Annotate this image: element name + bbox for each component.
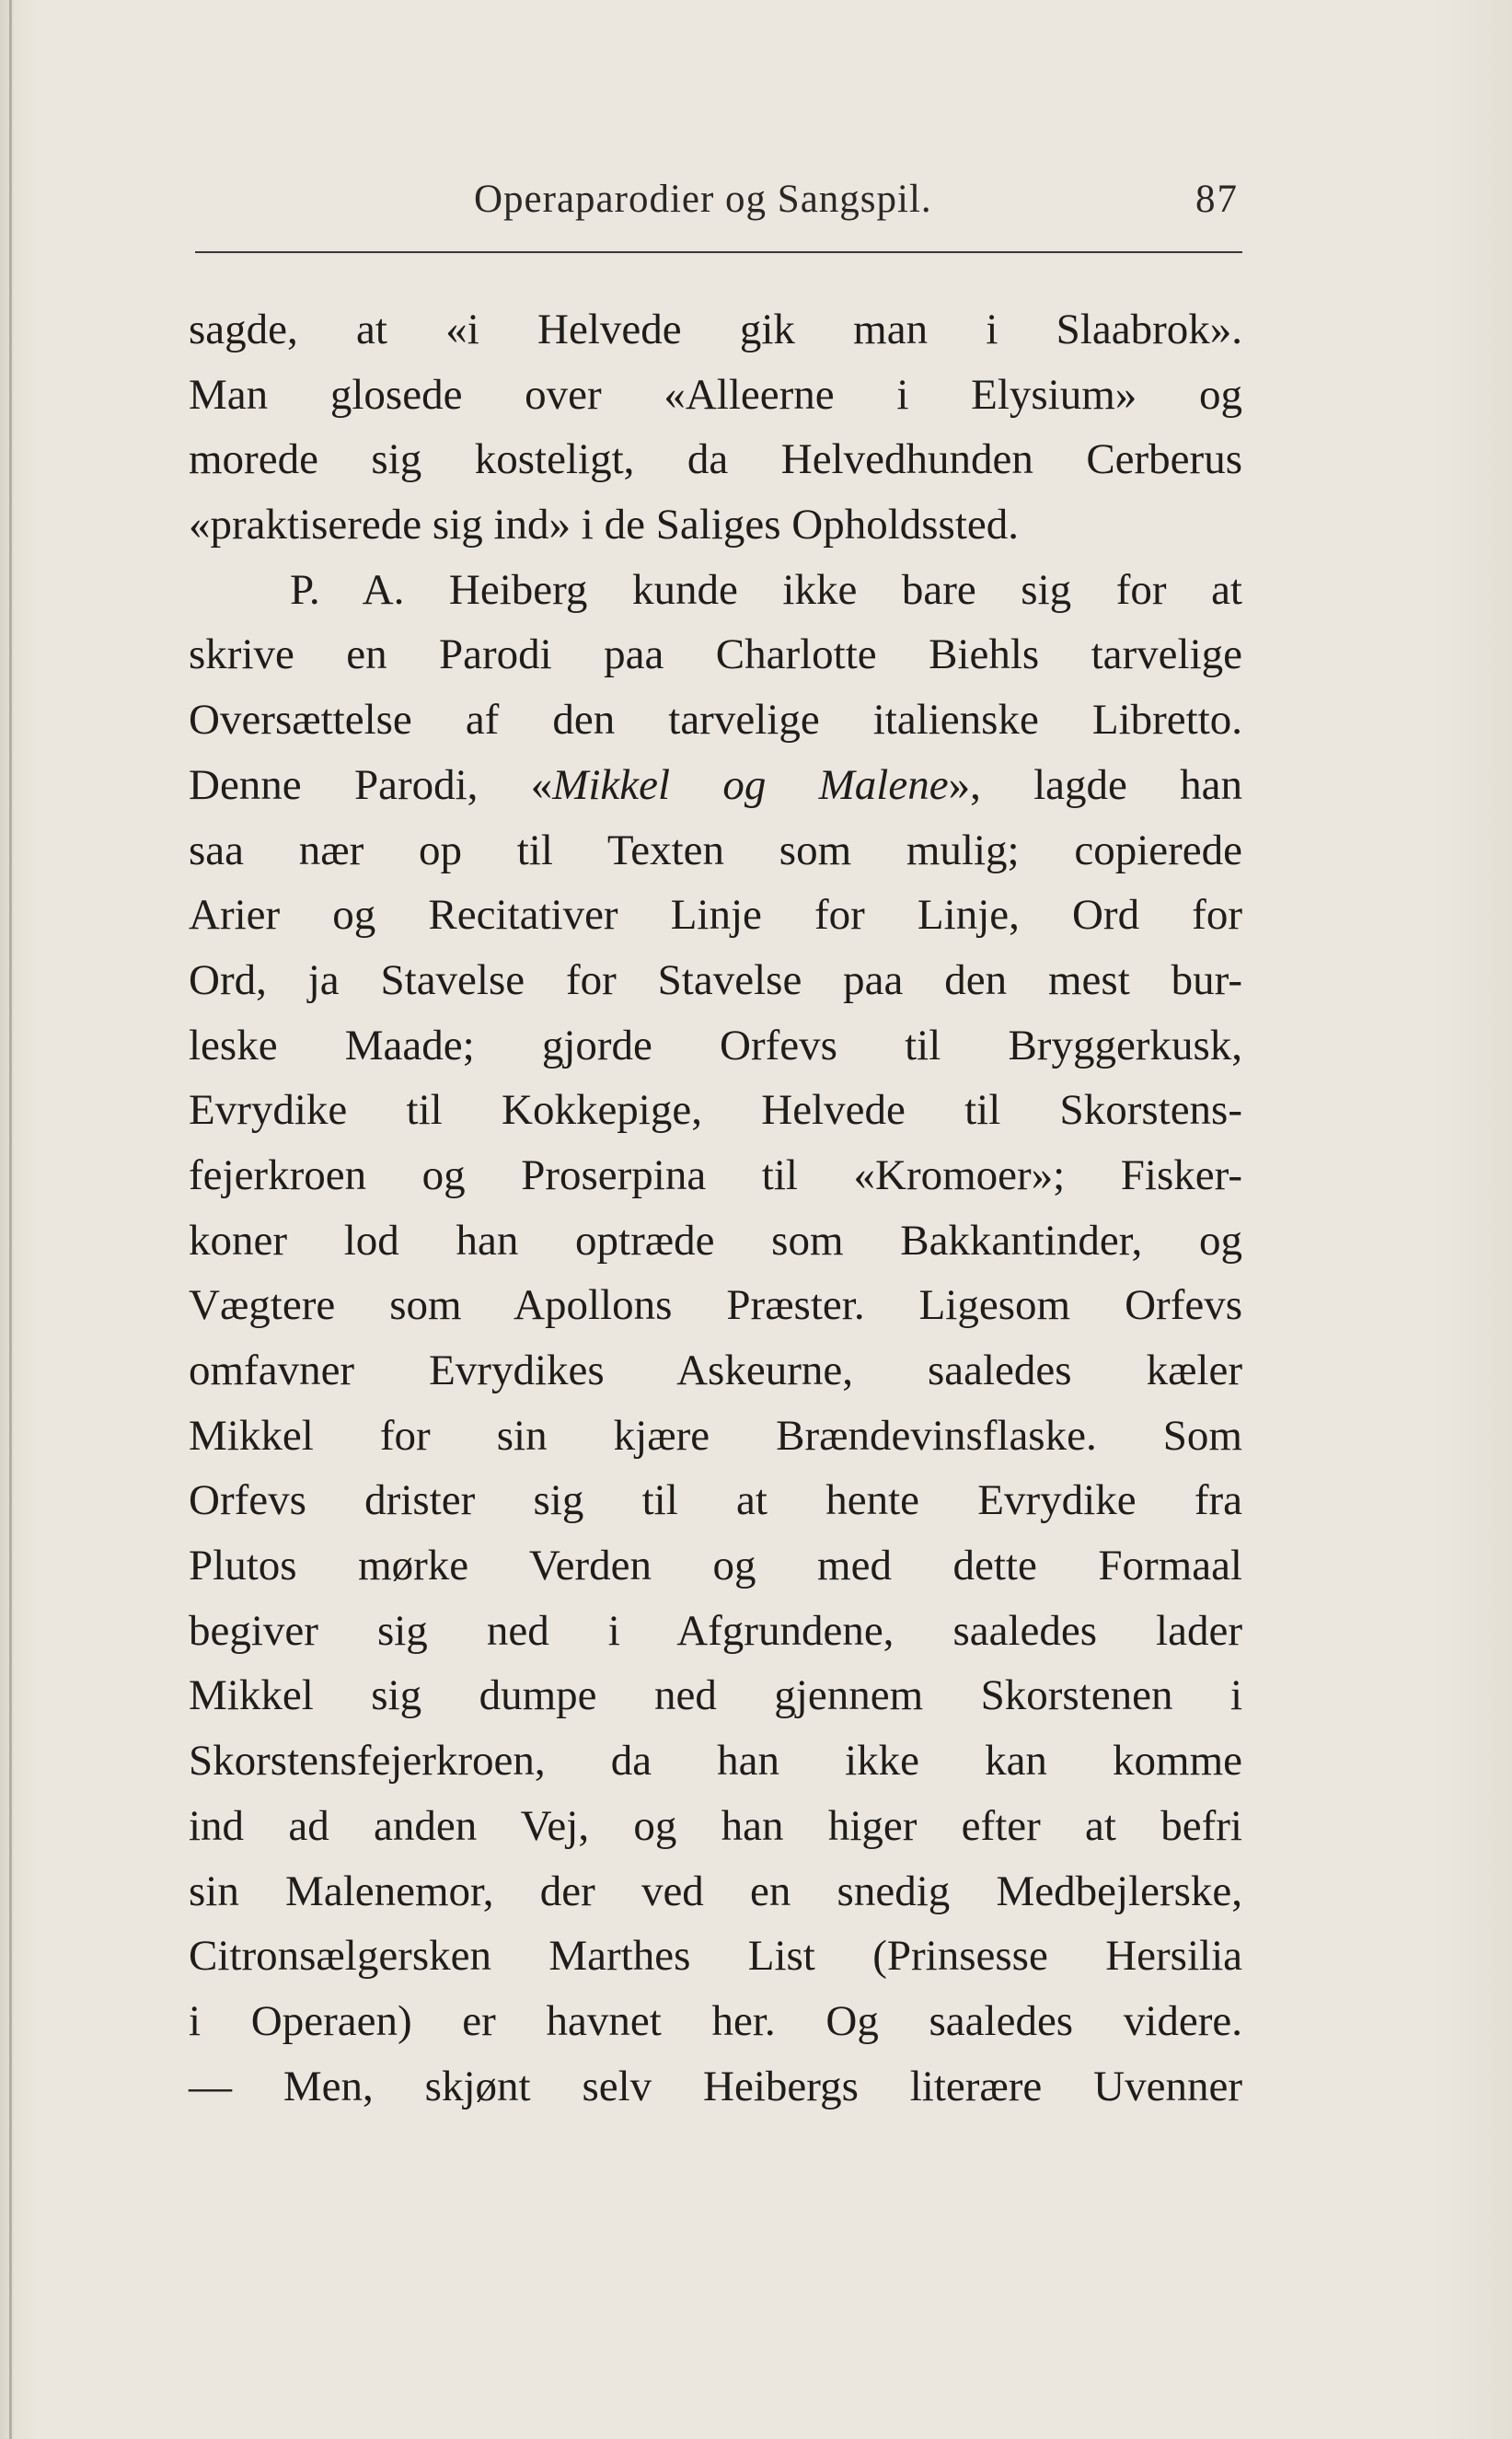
text-line: omfavner Evrydikes Askeurne, saaledes kæler <box>189 1347 1242 1394</box>
text-line: morede sig kosteligt, da Helvedhunden Cerberus <box>189 435 1242 484</box>
text-line: Citronsælgersken Marthes List (Prinsesse Hersilia <box>189 1932 1242 1981</box>
text-line: Mikkel for sin kjære Brændevinsflaske. Som <box>189 1411 1242 1460</box>
text-line: begiver sig ned i Afgrundene, saaledes lader <box>189 1606 1242 1655</box>
text-line: saa nær op til Texten som mulig; copierede <box>189 826 1242 874</box>
text-line: Mikkel sig dumpe ned gjennem Skorstenen i <box>189 1671 1242 1720</box>
running-title: Operaparodier og Sangspil. <box>474 178 932 221</box>
text-line: leske Maade; gjorde Orfevs til Bryggerkusk, <box>189 1021 1242 1069</box>
text-line: Orfevs drister sig til at hente Evrydike fra <box>189 1476 1242 1525</box>
text-line: Plutos mørke Verden og med dette Formaal <box>189 1542 1242 1590</box>
page-number: 87 <box>1195 178 1239 221</box>
page-gutter-edge <box>9 0 12 2439</box>
text-fragment: », lagde han <box>948 760 1243 809</box>
text-line: skrive en Parodi paa Charlotte Biehls tarvelige <box>189 630 1242 679</box>
text-line: Oversættelse af den tarvelige italienske Libretto. <box>189 696 1242 745</box>
running-head <box>193 177 1242 232</box>
text-line: Arier og Recitativer Linje for Linje, Ord for <box>189 891 1242 940</box>
text-line: koner lod han optræde som Bakkantinder, og <box>189 1216 1242 1265</box>
text-line: «praktiserede sig ind» i de Saliges Opholdssted. <box>189 501 1019 549</box>
text-line-with-title <box>189 753 1242 818</box>
text-line: Man glosede over «Alleerne i Elysium» og <box>189 370 1242 419</box>
text-line: ind ad anden Vej, og han higer efter at befri <box>189 1801 1242 1850</box>
text-line: sagde, at «i Helvede gik man i Slaabrok». <box>189 306 1242 353</box>
text-line: i Operaen) er havnet her. Og saaledes videre. <box>189 1996 1242 2045</box>
text-line: Ord, ja Stavelse for Stavelse paa den mest bur- <box>189 955 1242 1004</box>
body-text <box>189 297 1242 2119</box>
text-line-paragraph-start: P. A. Heiberg kunde ikke bare sig for at <box>290 565 1242 614</box>
text-line: sin Malenemor, der ved en snedig Medbejlerske, <box>189 1867 1242 1915</box>
text-line: — Men, skjønt selv Heibergs literære Uvenner <box>189 2062 1242 2110</box>
text-line: Vægtere som Apollons Præster. Ligesom Orfevs <box>189 1281 1242 1330</box>
header-rule <box>195 251 1242 253</box>
text-line: Skorstensfejerkroen, da han ikke kan komme <box>189 1737 1242 1786</box>
text-line: Evrydike til Kokkepige, Helvede til Skorstens- <box>189 1086 1242 1135</box>
text-fragment: Denne Parodi, « <box>189 760 553 809</box>
text-line: fejerkroen og Proserpina til «Kromoer»; Fisker- <box>189 1150 1242 1199</box>
work-title-italic: Mikkel og Malene <box>552 760 949 809</box>
